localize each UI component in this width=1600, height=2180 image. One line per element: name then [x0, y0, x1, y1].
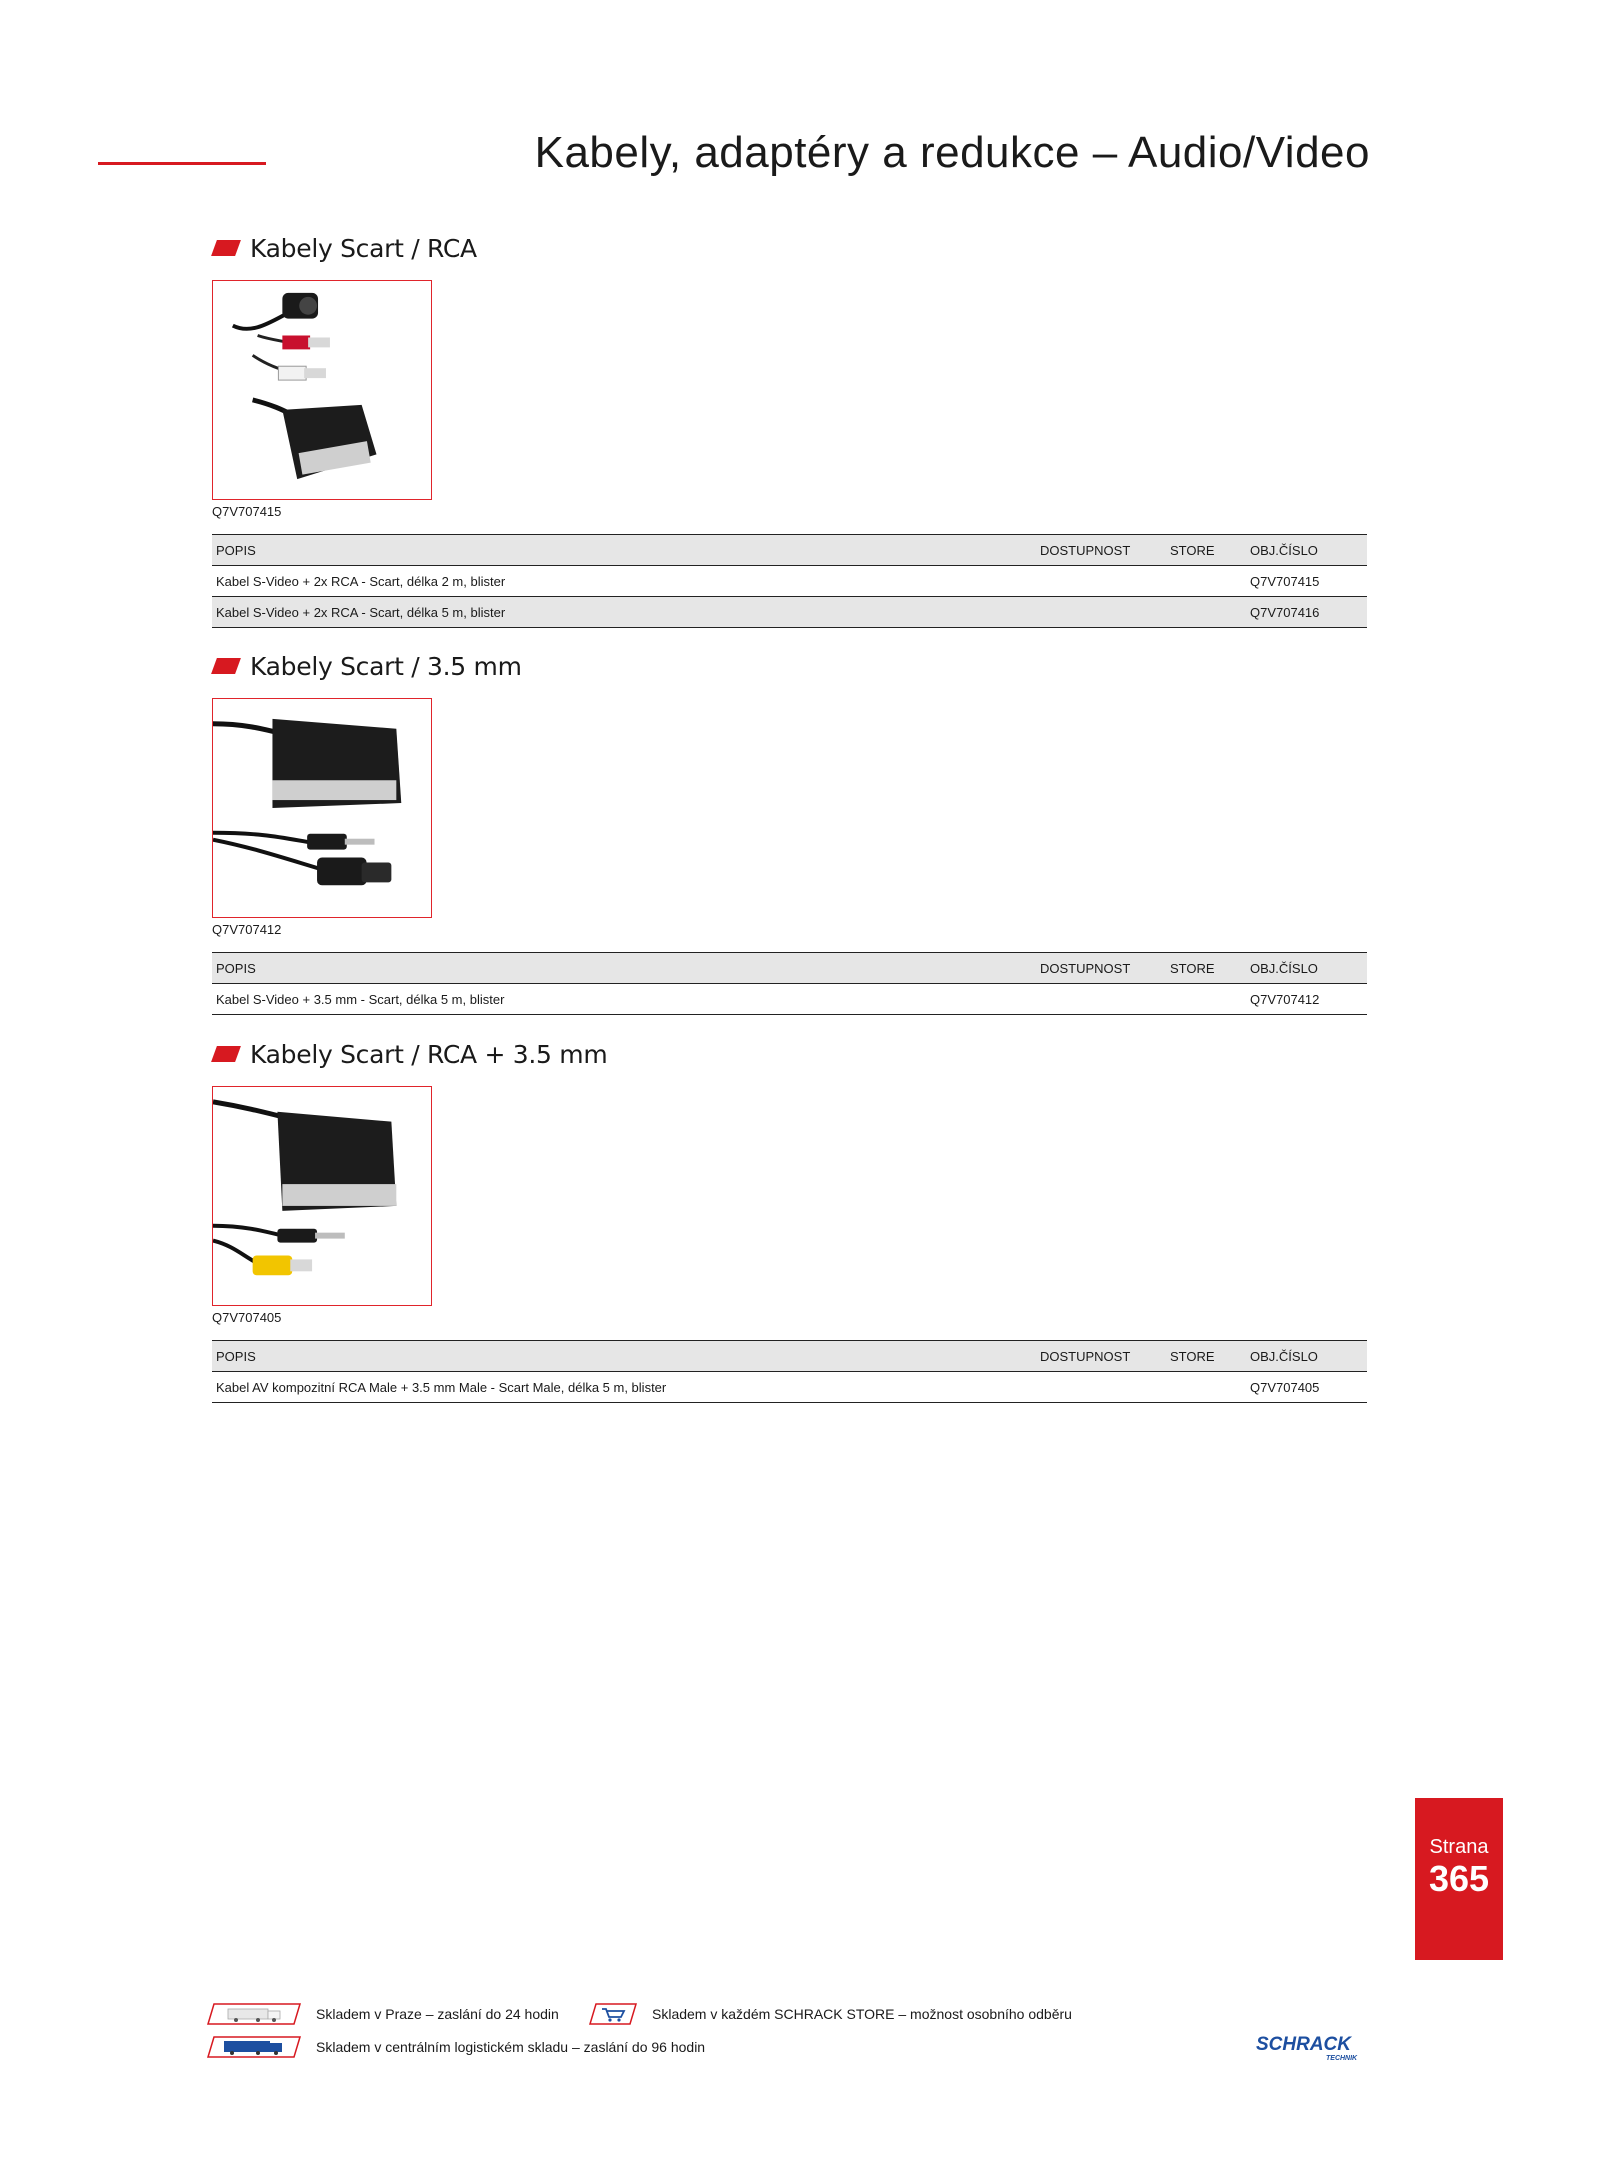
cell-store: [1166, 597, 1246, 628]
schrack-logo: [1252, 2032, 1376, 2062]
table-header-row: [212, 953, 1367, 984]
table-header-row: [212, 1341, 1367, 1372]
section-title: Kabely Scart / RCA + 3.5 mm: [250, 1039, 608, 1069]
column-header-popis: POPIS: [212, 535, 1036, 566]
section-heading: [212, 230, 1367, 266]
column-header-obj-cislo: OBJ.ČÍSLO: [1246, 535, 1367, 566]
scart-rca-35mm-cable-icon: [213, 1087, 431, 1305]
logo-text: SCHRACK: [1256, 2034, 1351, 2055]
column-header-store: STORE: [1166, 535, 1246, 566]
cell-obj-cislo: Q7V707416: [1246, 597, 1367, 628]
cell-popis: Kabel AV kompozitní RCA Male + 3.5 mm Male - Scart Male, délka 5 m, blister: [212, 1372, 1036, 1403]
bullet-icon: [211, 658, 241, 674]
scart-rca-cable-icon: [213, 281, 431, 499]
legend-prague-text: Skladem v Praze – zaslání do 24 hodin: [316, 2006, 559, 2022]
section-scart-rca: [212, 230, 1367, 628]
cell-obj-cislo: Q7V707412: [1246, 984, 1367, 1015]
page-title: Kabely, adaptéry a redukce – Audio/Video: [534, 128, 1370, 177]
section-heading: [212, 648, 1367, 684]
image-code: Q7V707415: [212, 504, 282, 519]
table-header-row: [212, 535, 1367, 566]
cell-dostupnost: [1036, 566, 1166, 597]
table-row: [212, 597, 1367, 628]
truck-blue-icon: [206, 2035, 302, 2059]
table-row: [212, 984, 1367, 1015]
column-header-obj-cislo: OBJ.ČÍSLO: [1246, 1341, 1367, 1372]
cell-popis: Kabel S-Video + 2x RCA - Scart, délka 2 m, blister: [212, 566, 1036, 597]
cell-store: [1166, 984, 1246, 1015]
column-header-store: STORE: [1166, 1341, 1246, 1372]
table-row: [212, 1372, 1367, 1403]
product-table: [212, 1340, 1367, 1403]
logo-subtext: TECHNIK: [1326, 2055, 1358, 2062]
section-scart-rca-35mm: [212, 1036, 1367, 1403]
product-image: [212, 698, 432, 918]
image-code: Q7V707412: [212, 922, 282, 937]
cell-dostupnost: [1036, 597, 1166, 628]
scart-35mm-cable-icon: [213, 699, 431, 917]
column-header-dostupnost: DOSTUPNOST: [1036, 953, 1166, 984]
section-title: Kabely Scart / 3.5 mm: [250, 651, 522, 681]
product-image: [212, 1086, 432, 1306]
page-number: 365: [1428, 1858, 1490, 1899]
cell-store: [1166, 566, 1246, 597]
page-label: Strana: [1429, 1836, 1489, 1858]
cell-obj-cislo: Q7V707415: [1246, 566, 1367, 597]
legend-store: [588, 2002, 1072, 2026]
column-header-obj-cislo: OBJ.ČÍSLO: [1246, 953, 1367, 984]
legend-central-text: Skladem v centrálním logistickém skladu – zaslání do 96 hodin: [316, 2039, 706, 2055]
product-image: [212, 280, 432, 500]
section-title: Kabely Scart / RCA: [250, 233, 477, 263]
product-table: [212, 534, 1367, 628]
section-heading: [212, 1036, 1367, 1072]
page-number-badge: [1415, 1798, 1503, 1960]
cell-popis: Kabel S-Video + 2x RCA - Scart, délka 5 m, blister: [212, 597, 1036, 628]
legend-prague: [206, 2002, 559, 2026]
cell-popis: Kabel S-Video + 3.5 mm - Scart, délka 5 m, blister: [212, 984, 1036, 1015]
legend-central: [206, 2035, 705, 2059]
cell-dostupnost: [1036, 984, 1166, 1015]
legend-store-text: Skladem v každém SCHRACK STORE – možnost osobního odběru: [652, 2006, 1072, 2022]
cell-store: [1166, 1372, 1246, 1403]
bullet-icon: [211, 1046, 241, 1062]
column-header-popis: POPIS: [212, 953, 1036, 984]
bullet-icon: [211, 240, 241, 256]
image-code: Q7V707405: [212, 1310, 282, 1325]
shopping-cart-icon: [588, 2002, 638, 2026]
section-scart-35mm: [212, 648, 1367, 1015]
column-header-store: STORE: [1166, 953, 1246, 984]
column-header-dostupnost: DOSTUPNOST: [1036, 535, 1166, 566]
top-rule: [98, 162, 266, 165]
cell-dostupnost: [1036, 1372, 1166, 1403]
table-row: [212, 566, 1367, 597]
cell-obj-cislo: Q7V707405: [1246, 1372, 1367, 1403]
column-header-dostupnost: DOSTUPNOST: [1036, 1341, 1166, 1372]
product-table: [212, 952, 1367, 1015]
truck-white-icon: [206, 2002, 302, 2026]
column-header-popis: POPIS: [212, 1341, 1036, 1372]
